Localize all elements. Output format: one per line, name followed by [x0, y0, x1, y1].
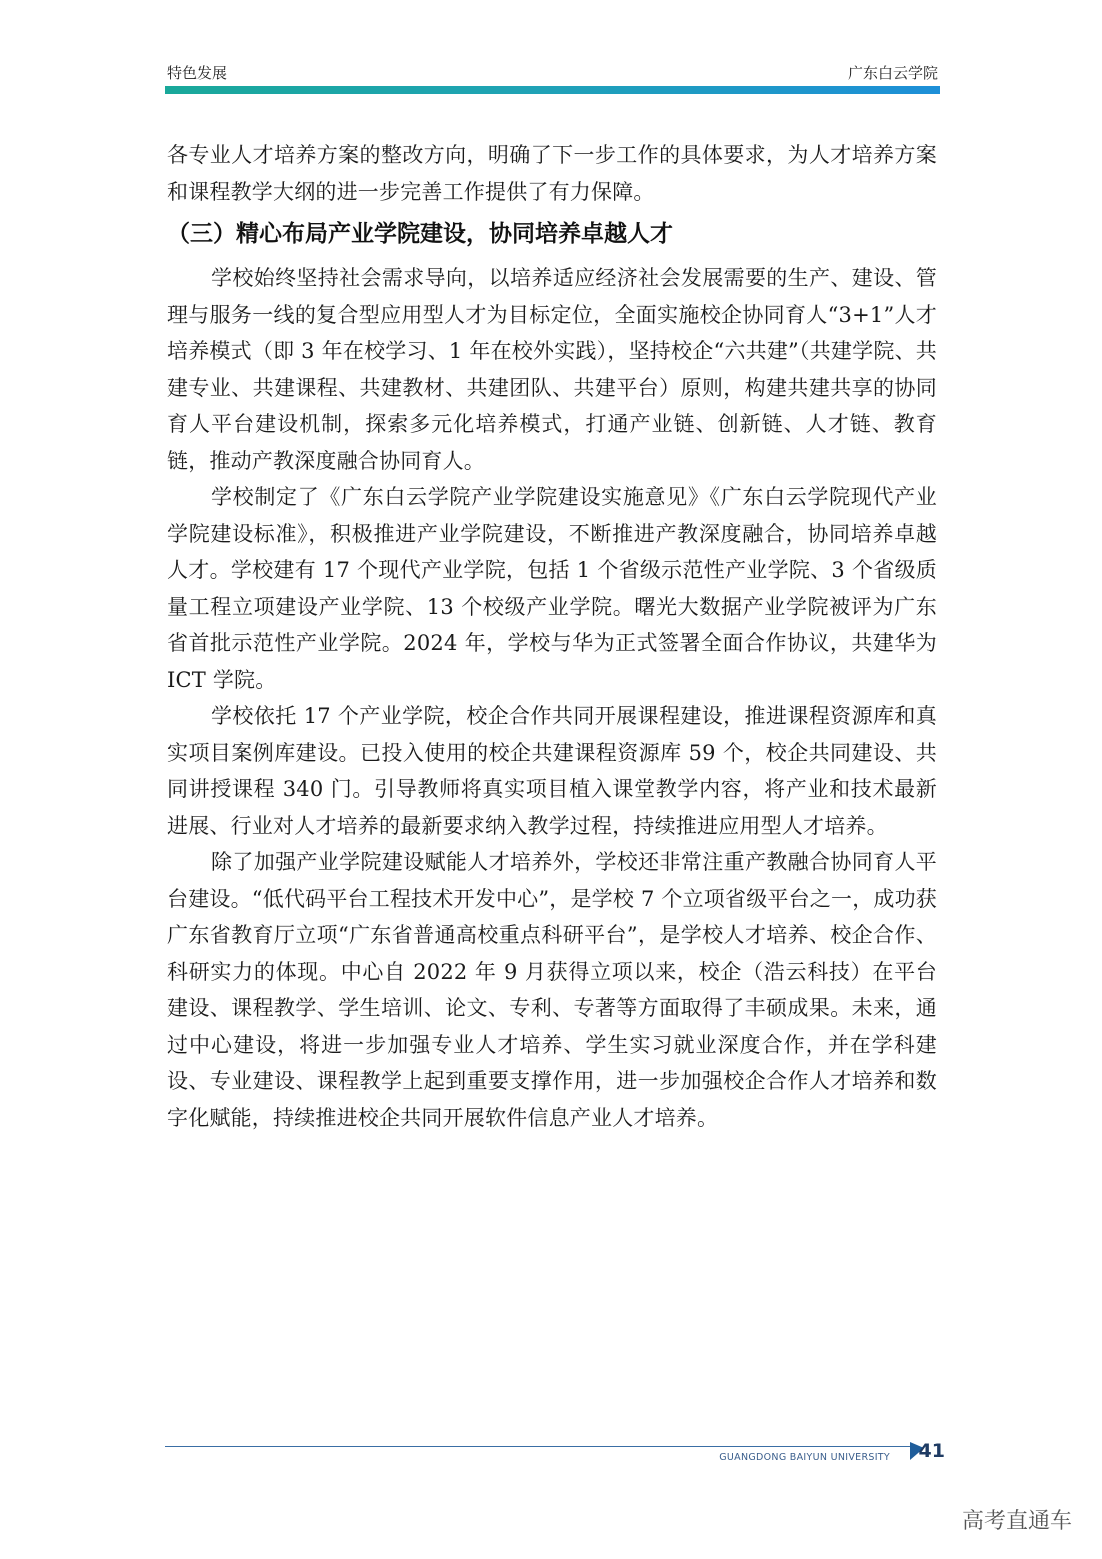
- body-paragraph-3: 学校依托 17 个产业学院，校企合作共同开展课程建设，推进课程资源库和真实项目案例库建设。已投入使用的校企共建课程资源库 59 个，校企共同建设、共同讲授课程 340 门。引导教师将真实项目植入课堂教学内容，将产业和技术最新进展、行业对人才培养的最新要求纳入教学过程，持续推进应用型人才培养。: [167, 704, 937, 838]
- continued-paragraph: 各专业人才培养方案的整改方向，明确了下一步工作的具体要求，为人才培养方案和课程教学大纲的进一步完善工作提供了有力保障。: [167, 143, 937, 204]
- page-number: 41: [918, 1440, 945, 1462]
- section-heading: （三）精心布局产业学院建设，协同培养卓越人才: [167, 221, 673, 247]
- footer-rule: [165, 1446, 910, 1447]
- page-body: [167, 137, 937, 1136]
- header-gradient-bar: [165, 86, 940, 94]
- header-institution-name: 广东白云学院: [847, 64, 938, 82]
- page-header: [165, 58, 940, 98]
- body-paragraph-4: 除了加强产业学院建设赋能人才培养外，学校还非常注重产教融合协同育人平台建设。“低代码平台工程技术开发中心”，是学校 7 个立项省级平台之一，成功获广东省教育厅立项“广东省普通高校重点科研平台”，是学校人才培养、校企合作、科研实力的体现。中心自 2022 年 9 月获得立项以来，校企（浩云科技）在平台建设、课程教学、学生培训、论文、专利、专著等方面取得了丰硕成果。未来，通过中心建设，将进一步加强专业人才培养、学生实习就业深度合作，并在学科建设、专业建设、课程教学上起到重要支撑作用，进一步加强校企合作人才培养和数字化赋能，持续推进校企共同开展软件信息产业人才培养。: [167, 850, 937, 1130]
- header-section-title: 特色发展: [167, 64, 228, 82]
- body-paragraph-2: 学校制定了《广东白云学院产业学院建设实施意见》《广东白云学院现代产业学院建设标准》，积极推进产业学院建设，不断推进产教深度融合，协同培养卓越人才。学校建有 17 个现代产业学院，包括 1 个省级示范性产业学院、3 个省级质量工程立项建设产业学院、13 个校级产业学院。曙光大数据产业学院被评为广东省首批示范性产业学院。2024 年，学校与华为正式签署全面合作协议，共建华为 ICT 学院。: [167, 485, 937, 692]
- footer-university-name: GUANGDONG BAIYUN UNIVERSITY: [719, 1452, 890, 1463]
- watermark-text: 高考直通车: [961, 1509, 1072, 1534]
- body-paragraph-1: 学校始终坚持社会需求导向，以培养适应经济社会发展需要的生产、建设、管理与服务一线的复合型应用型人才为目标定位，全面实施校企协同育人“3+1”人才培养模式（即 3 年在校学习、1 年在校外实践），坚持校企“六共建”（共建学院、共建专业、共建课程、共建教材、共建团队、共建平台）原则，构建共建共享的协同育人平台建设机制，探索多元化培养模式，打通产业链、创新链、人才链、教育链，推动产教深度融合协同育人。: [167, 266, 937, 473]
- page-footer: [165, 1440, 945, 1480]
